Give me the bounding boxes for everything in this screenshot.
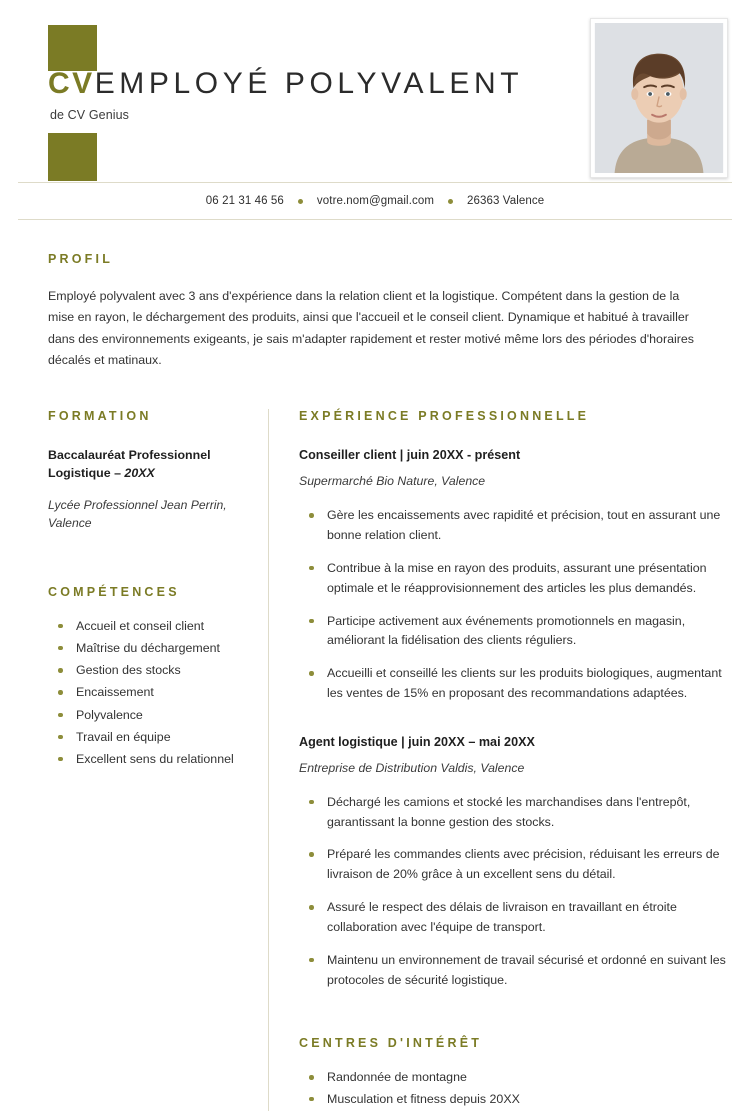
avatar <box>590 18 728 178</box>
section-competences <box>48 585 248 770</box>
accent-block-bottom <box>48 133 97 181</box>
experience-entry <box>299 734 728 991</box>
contact-bar <box>0 183 750 219</box>
list-item: Gère les encaissements avec rapidité et précision, tout en assurant une bonne relation client. <box>299 506 728 546</box>
list-item: Randonnée de montagne <box>299 1068 728 1087</box>
list-item: Travail en équipe <box>48 728 248 747</box>
job-bullets <box>299 506 728 704</box>
list-item: Déchargé les camions et stocké les marchandises dans l'entrepôt, garantissant la bonne gestion des stocks. <box>299 793 728 833</box>
dot-separator-icon <box>448 199 453 204</box>
education-degree <box>48 447 248 483</box>
list-item: Assuré le respect des délais de livraison en travaillant en étroite collaboration avec l'équipe de transport. <box>299 898 728 938</box>
section-heading-formation: FORMATION <box>48 409 152 424</box>
competences-list <box>48 617 248 770</box>
interets-list <box>299 1068 728 1108</box>
education-degree-main: Baccalauréat Professionnel Logistique – <box>48 448 211 481</box>
section-heading-competences: COMPÉTENCES <box>48 584 180 599</box>
list-item: Participe activement aux événements promotionnels en magasin, améliorant la fidélisation des clients réguliers. <box>299 612 728 652</box>
list-item: Encaissement <box>48 683 248 702</box>
page-title <box>48 69 523 99</box>
left-column <box>48 409 268 1111</box>
section-interets <box>299 1036 728 1108</box>
title-wrap <box>48 69 523 122</box>
resume-header <box>0 0 750 182</box>
list-item: Préparé les commandes clients avec précision, réduisant les erreurs de livraison de 20% grâce à un excellent sens du détail. <box>299 845 728 885</box>
list-item: Polyvalence <box>48 706 248 725</box>
page-subtitle: de CV Genius <box>50 108 130 122</box>
list-item: Maintenu un environnement de travail sécurisé et ordonné en suivant les protocoles de sécurité logistique. <box>299 951 728 991</box>
education-school: Lycée Professionnel Jean Perrin, Valence <box>48 498 227 530</box>
list-item: Gestion des stocks <box>48 661 248 680</box>
section-heading-profil: PROFIL <box>48 252 114 266</box>
list-item: Maîtrise du déchargement <box>48 639 248 658</box>
portrait-illustration <box>595 23 723 173</box>
section-heading-interets: CENTRES D'INTÉRÊT <box>299 1036 483 1051</box>
experience-entry <box>299 447 728 704</box>
list-item: Accueil et conseil client <box>48 617 248 636</box>
title-accent: CV <box>48 67 95 100</box>
list-item: Excellent sens du relationnel <box>48 750 248 769</box>
job-bullets <box>299 793 728 991</box>
profil-text: Employé polyvalent avec 3 ans d'expérience dans la relation client et la logistique. Compétent dans la gestion de la mise en rayon, le déchargement des produits, ainsi que l'accueil et le conseil client. Dynamique et habitué à travailler dans des environnements exigeants, je sais m'adapter rapidement et rester motivé même lors des périodes d'horaires décalés et matinaux. <box>48 289 694 367</box>
job-title: Agent logistique | juin 20XX – mai 20XX <box>299 734 535 749</box>
contact-phone[interactable]: 06 21 31 46 56 <box>205 195 284 207</box>
education-degree-year: 20XX <box>124 466 155 481</box>
job-company: Entreprise de Distribution Valdis, Valence <box>299 760 525 775</box>
contact-location: 26363 Valence <box>467 195 545 207</box>
title-rest: EMPLOYÉ POLYVALENT <box>94 67 524 100</box>
accent-block-top <box>48 25 97 71</box>
portrait-photo <box>595 23 723 173</box>
section-heading-experience: EXPÉRIENCE PROFESSIONNELLE <box>299 409 590 424</box>
list-item: Musculation et fitness depuis 20XX <box>299 1090 728 1109</box>
job-company: Supermarché Bio Nature, Valence <box>299 473 486 488</box>
contact-email[interactable]: votre.nom@gmail.com <box>316 195 435 207</box>
education-entry <box>48 447 248 532</box>
dot-separator-icon <box>298 199 303 204</box>
right-column <box>269 409 728 1111</box>
list-item: Accueilli et conseillé les clients sur les produits biologiques, augmentant les ventes de 15% en proposant des recommandations adaptées. <box>299 664 728 704</box>
job-title: Conseiller client | juin 20XX - présent <box>299 448 521 463</box>
body-columns <box>0 371 750 1111</box>
list-item: Contribue à la mise en rayon des produits, assurant une présentation optimale et le réapprovisionnement des articles les plus demandés. <box>299 559 728 599</box>
section-profil <box>0 220 750 371</box>
